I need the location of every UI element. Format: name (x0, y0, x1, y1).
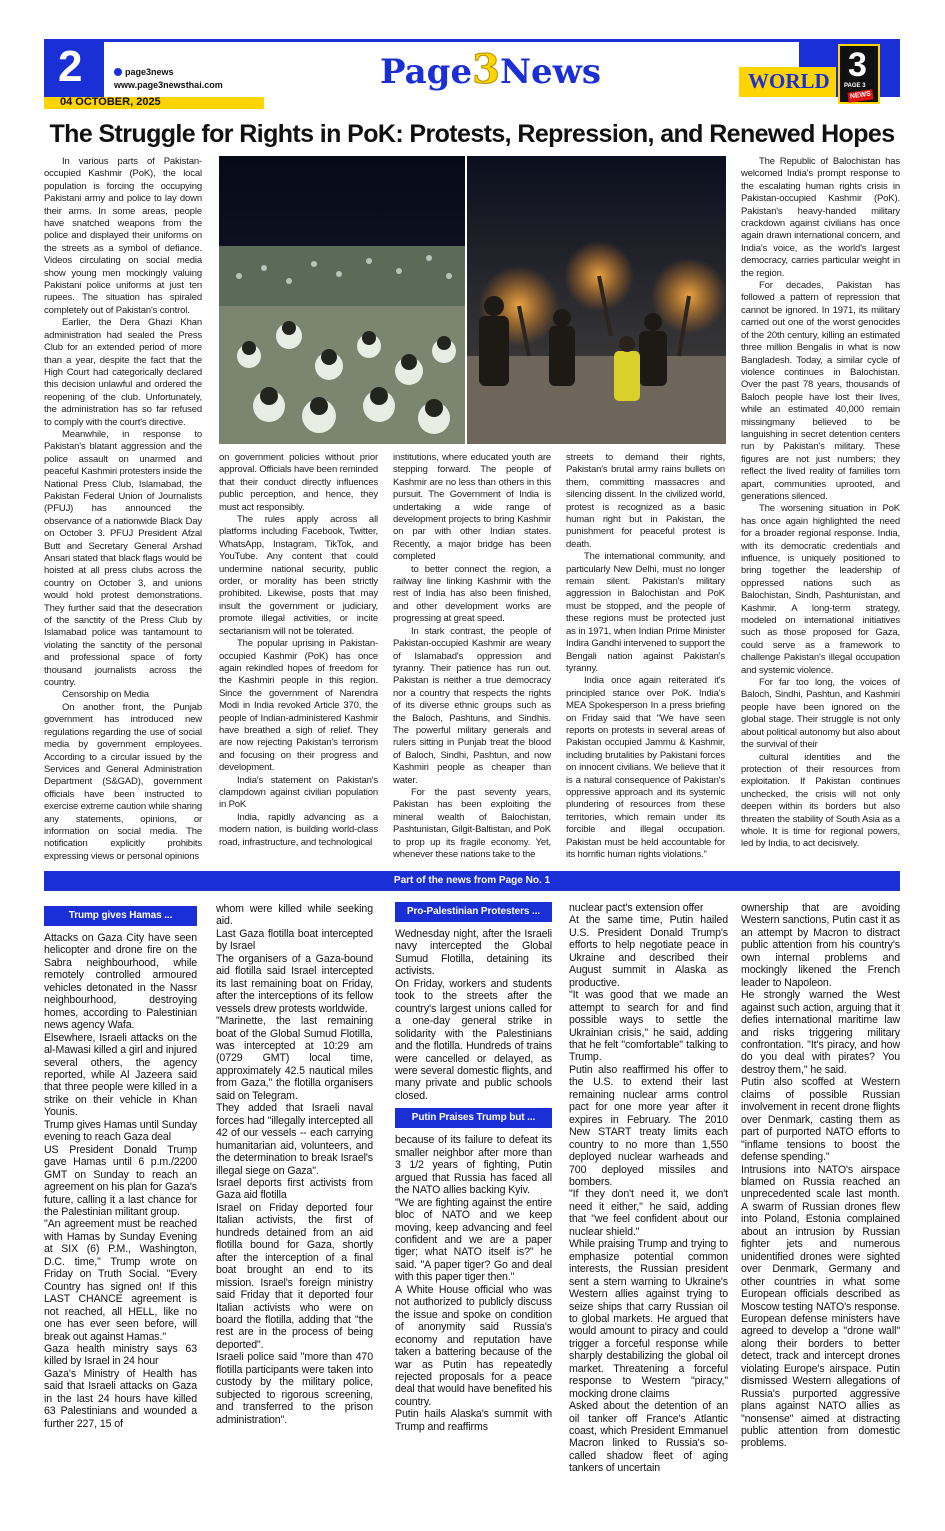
subheading: Trump gives Hamas until Sunday evening to reach Gaza deal (44, 1118, 197, 1144)
paragraph: In various parts of Pakistan-occupied Kashmir (PoK), the local population is forcing the occupying Pakistani army and police to lay down their arms. In some areas, people have snatched weapons from the police and displayed their uniforms on the streets as a symbol of defiance. Videos circulating on social media show young men mockingly valuing Pakistani police uniforms at just ten rupees. The situation has spiraled completely out of Pakistan's control. (44, 156, 202, 316)
story-putin-end (741, 902, 900, 1518)
paragraph: cultural identities and the protection of their resources from exploitation. If Pakistan continues unchecked, the crisis will not only deepen within its borders but also threaten the stability of South Asia as a whole. It is time for regional powers, led by India, to act decisively. (741, 751, 900, 850)
subheading: Last Gaza flotilla boat intercepted by Israel (216, 927, 373, 953)
paragraph: For far too long, the voices of Baloch, Sindhi, Pashtun, and Kashmiri people have been ignored on the global stage. Their struggle is not only about political autonomy but also about the survival of their (741, 677, 900, 751)
facebook-icon (114, 68, 122, 76)
paragraph: on government policies without prior approval. Officials have been reminded that their conduct directly influences public perception, and hence, they must act responsibly. (219, 452, 378, 513)
paragraph: The rules apply across all platforms including Facebook, Twitter, WhatsApp, Instagram, TikTok, and YouTube. Any content that could undermine national security, public order, or morality has been strictly prohibited. Likewise, posts that may insult the government or judiciary, promote illegal activities, or incite sectarianism will not be tolerated. (219, 514, 378, 637)
lead-story-column-3 (393, 452, 551, 862)
lead-story-column-1 (44, 156, 202, 861)
paragraph: Wednesday night, after the Israeli navy intercepted the Global Sumud Flotilla, detaining its activists. (395, 928, 552, 978)
paragraph: nuclear pact's extension offer (569, 902, 704, 914)
paragraph: "An agreement must be reached with Hamas by Sunday Evening at SIX (6) P.M., Washington, D.C. time," Trump wrote on Friday on Truth Social. "Every Country has signed on! If this LAST CHANCE agreement is not reached, all HELL, like no one has ever seen before, will break out against Hamas." (44, 1218, 197, 1343)
lead-story-column-5 (741, 156, 900, 864)
newspaper-logo: Page3News (380, 46, 602, 93)
paragraph: India once again reiterated it's principled stance over PoK. India's MEA Spokesperson In a press briefing on Friday said that "We have seen reports on protests in several areas of Pakistan occupied Jammu & Kashmir, including brutalities by Pakistani forces on innocent civilians. We believe that it is a natural consequence of Pakistan's oppressive approach and its systemic plundering of resources from these territories, which remain under its forcible and illegal occupation. Pakistan must be held accountable for its horrific human rights violations." (566, 675, 725, 860)
paragraph: because of its failure to defeat its smaller neighbor after more than 3 1/2 years of fighting, Putin argued that Russia has faced all the NATO allies backing Kyiv. (395, 1134, 552, 1197)
paragraph: At the same time, Putin hailed U.S. President Donald Trump's efforts to help negotiate peace in Ukraine and described their August summit in Alaska as productive. (569, 914, 728, 989)
lead-story-column-2 (219, 452, 378, 862)
paragraph: "It was good that we made an attempt to search for and find possible ways to settle the Ukrainian crisis," he said, adding that he felt "comfortable" talking to Trump. (569, 989, 728, 1064)
paragraph: The organisers of a Gaza-bound aid flotilla said Israel intercepted its last remaining boat on Friday, after the interceptions of its fellow vessels drew protests worldwide. (216, 952, 373, 1015)
paragraph: India, rapidly advancing as a modern nation, is building world-class road, infrastructure, and technological (219, 811, 378, 848)
page3-badge-logo: 3 PAGE 3 NEWS (838, 44, 880, 104)
paragraph: Elsewhere, Israeli attacks on the al-Mawasi killed a girl and injured several others, the agency reported, while Al Jazeera said that three people were killed in a strike on their vehicle in Khan Younis. (44, 1031, 197, 1119)
main-headline: The Struggle for Rights in PoK: Protests, Repression, and Renewed Hopes (49, 120, 895, 148)
paragraph: Earlier, the Dera Ghazi Khan administration had sealed the Press Club for an extended period of more than a year, despite the fact that the High Court had categorically declared this decision unlawful and ordered the reopening of the club. Unfortunately, the administration has so far refused to comply with the court's directive. (44, 317, 202, 428)
paragraph: On another front, the Punjab government has introduced new regulations regarding the use of social media by government employees. According to a circular issued by the Services and General Administration Department (S&GAD), government officials have been instructed to exercise extreme caution while sharing any statements, opinions, or information on social media. The notification explicitly prohibits expressing views or personal opinions (44, 701, 202, 861)
issue-date: 04 OCTOBER, 2025 (60, 96, 161, 108)
paragraph: institutions, where educated youth are stepping forward. The people of Kashmir are no less than others in this pursuit. The Government of India is undertaking a wide range of development projects to bring Kashmir on par with other Indian states. Recently, a major bridge has been completed (393, 452, 551, 563)
paragraph: For decades, Pakistan has followed a pattern of repression that cannot be ignored. In 1971, its military carried out one of the worst genocides of the 20th century, killing an estimated three million Bengalis in what is now Bangladesh. Today, a similar cycle of violence continues in Balochistan. Over the past 78 years, thousands of Baloch people have lost their lives, while an estimated 40,000 remain missingmany believed to be languishing in secret detention centers run by Pakistan's military. These figures are not just numbers; they reflect the lived reality of families torn apart, communities uprooted, and generations silenced. (741, 280, 900, 502)
paragraph: A White House official who was not authorized to publicly discuss the issue and spoke on condition of anonymity said Russia's economy and reputation have taken a battering because of the war as Putin has repeatedly rejected proposals for a peace deal that would have benefited his country. (395, 1283, 552, 1408)
paragraph: The Republic of Balochistan has welcomed India's prompt response to the escalating human rights crisis in Pakistan-occupied Kashmir (PoK). Pakistan's heavy-handed military crackdown against civilians has once again drawn international concern, and India's voice, as the world's largest democracy, carries particular weight in the region. (741, 156, 900, 279)
paragraph: Gaza's Ministry of Health has said that Israeli attacks on Gaza in the last 24 hours have killed 63 Palestinians and wounded a further 227, 15 of (44, 1367, 197, 1430)
paragraph: Putin also reaffirmed his offer to the U.S. to extend their last remaining nuclear arms control pact for one more year after it expires in February. The 2010 New START treaty limits each country to no more than 1,550 deployed nuclear warheads and 700 deployed missiles and bombers. (569, 1063, 728, 1188)
story-putin-continued (569, 902, 728, 1518)
paragraph: Asked about the detention of an oil tanker off France's Atlantic coast, which President Emmanuel Macron linked to Russia's so-called shadow fleet of aging tankers of uncertain (569, 1400, 728, 1475)
paragraph: The worsening situation in PoK has once again highlighted the need for a broader regional response. India, with its democratic credentials and influence, is uniquely positioned to bring together the leadership of oppressed nations such as Balochistan, Sindh, Pashtunistan, and Kashmir. A long-term strategy, modeled on international initiatives such as those proposed for Gaza, could serve as a framework to challenge Pakistan's illegal occupation and systemic violence. (741, 503, 900, 676)
story-protesters-putin (395, 902, 552, 1518)
paragraph: For the past seventy years, Pakistan has been exploiting the mineral wealth of Balochistan, Pashtunistan, Gilgit-Baltistan, and PoK to prop up its fragile economy. Yet, whenever these nations take to the (393, 786, 551, 860)
section-label: WORLD (748, 69, 830, 93)
paragraph: Israel on Friday deported four Italian activists, the first of hundreds detained from an aid flotilla bound for Gaza, shortly after the interception of a final boat brought an end to its mission. Israel's foreign ministry said Friday that it deported four Italian activists who were on board the flotilla, adding that "the rest are in the process of being deported". (216, 1201, 373, 1351)
continuation-banner: Part of the news from Page No. 1 (44, 871, 900, 891)
protest-photo (219, 156, 726, 444)
paragraph: Attacks on Gaza City have seen helicopter and drone fire on the Sabra neighbourhood, while remotely controlled armoured vehicles detonated in the Nassr neighbourhood, destroying homes, according to Palestinian news agency Wafa. (44, 932, 197, 1032)
paragraph: India's statement on Pakistan's clampdown against civilian population in PoK (219, 774, 378, 811)
story-kicker: Putin Praises Trump but ... (395, 1108, 552, 1128)
masthead-bar (44, 39, 900, 109)
paragraph: While praising Trump and trying to emphasize potential common interests, the Russian president sent a stern warning to Ukraine's Western allies against trying to seize ships that carry Russian oil to global markets. He argued that would amount to piracy and could trigger a forceful response while sharply destabilizing the global oil market. Threatening a forceful response to Western "piracy," mocking drone claims (569, 1238, 728, 1400)
story-kicker: Pro-Palestinian Protesters ... (395, 902, 552, 922)
paragraph: Meanwhile, in response to Pakistan's blatant aggression and the police assault on unarmed and peaceful Kashmiri protesters inside the National Press Club, Islamabad, the Pakistan Federal Union of Journalists (PFUJ) has announced the observance of a nationwide Black Day on October 3. PFUJ President Afzal Butt and Secretary General Arshad Ansari stated that black flags would be hoisted at all press clubs across the country on October 3, and unions would hold protest demonstrations. They further said that the desecration of the sanctity of the Press Club by Islamabad police was tantamount to violating the sanctity of the personal and professional space of forty thousand journalists across the country. (44, 428, 202, 689)
paragraph: "We are fighting against the entire bloc of NATO and we keep moving, keep advancing and feel confident and we are a paper tiger; what NATO itself is?" he said. "A paper tiger? Go and deal with this paper tiger then." (395, 1196, 552, 1284)
paragraph: streets to demand their rights, Pakistan's brutal army rains bullets on them, committing massacres and silencing dissent. In the civilized world, protest is recognized as a basic human right but in Pakistan, the punishment for peaceful protest is death. (566, 452, 725, 550)
paragraph: The popular uprising in Pakistan-occupied Kashmir (PoK) has once again rekindled hopes of freedom for the Kashmiri people in this region. Since the government of Narendra Modi in India revoked Article 370, the people of Indian-administered Kashmir have breathed a sigh of relief. They are now rejecting Pakistan's terrorism and focusing on their progress and development. (219, 638, 378, 774)
paragraph: ownership that are avoiding Western sanctions, Putin cast it as an attempt by Macron to distract public attention from his country's own internal problems and mockingly likened the French leader to Napoleon. (741, 902, 900, 989)
paragraph: Putin hails Alaska's summit with Trump and reaffirms (395, 1408, 552, 1433)
header-links (114, 66, 223, 92)
story-trump-hamas (44, 906, 197, 1518)
paragraph: On Friday, workers and students took to the streets after the country's largest unions called for a one-day general strike in solidarity with the Palestinians and the flotilla. Hundreds of trains were cancelled or delayed, as were several domestic flights, and many private and public schools closed. (395, 977, 552, 1102)
paragraph: In stark contrast, the people of Pakistan-occupied Kashmir are weary of Islamabad's oppression and tyranny. Their patience has run out. Pakistan is neither a true democracy nor a country that respects the rights of its diverse ethnic groups such as the Baloch, Pashtuns, and Sindhis. The powerful military generals and rulers sitting in Punjab treat the blood of Baloch, Sindhi, Pashtun, and now Kashmiri people as cheaper than water. (393, 625, 551, 786)
story-flotilla (216, 903, 373, 1518)
paragraph: The international community, and particularly New Delhi, must no longer remain silent. Pakistan's military aggression in Balochistan and PoK must be stopped, and the people of these regions must be protected just as in 1971, when Indian Prime Minister Indira Gandhi intervened to support the Bengali nation against Pakistan's tyranny. (566, 551, 725, 674)
paragraph: Intrusions into NATO's airspace blamed on Russia reached an unprecedented scale last month. A swarm of Russian drones flew into Poland, Estonia complained about an intrusion by Russian fighter jets and numerous unidentified drones were sighted over Denmark, Germany and other countries in what some European officials described as Moscow testing NATO's response. European defense ministers have agreed to develop a "drone wall" along their borders to better detect, track and intercept drones violating Europe's airspace. Putin dismissed Western allegations of Russia's purported aggressive plans against NATO allies as "nonsense" aimed at distracting public attention from domestic problems. (741, 1163, 900, 1450)
paragraph: to better connect the region, a railway line linking Kashmir with the rest of India has also been finished, and other development works are progressing at great speed. (393, 563, 551, 625)
paragraph: whom were killed while seeking aid. (216, 903, 373, 928)
social-handle[interactable]: page3news (125, 67, 174, 77)
website-link[interactable]: www.page3newsthai.com (114, 80, 223, 90)
paragraph: "If they don't need it, we don't need it either," he said, adding that "we feel confident about our nuclear shield." (569, 1188, 728, 1238)
paragraph: "Marinette, the last remaining boat of the Global Sumud Flotilla, was intercepted at 10:29 am (0729 GMT) local time, approximately 42.5 nautical miles from Gaza," the flotilla organisers said on Telegram. (216, 1015, 373, 1102)
paragraph: US President Donald Trump gave Hamas until 6 p.m./2200 GMT on Sunday to reach an agreement on his plan for Gaza's future, calling it a last chance for the Palestinian militant group. (44, 1143, 197, 1218)
story-kicker: Trump gives Hamas ... (44, 906, 197, 926)
paragraph: Putin also scoffed at Western claims of possible Russian involvement in recent drone flights over Denmark, casting them as part of purported NATO efforts to "inflame tensions to boost the defense spending." (741, 1076, 900, 1164)
lead-story-column-4 (566, 452, 725, 862)
page-number: 2 (58, 42, 83, 91)
paragraph: They added that Israeli naval forces had "illegally intercepted all 42 of our vessels -- each carrying humanitarian aid, volunteers, and the determination to break Israel's illegal siege on Gaza". (216, 1102, 373, 1177)
paragraph: He strongly warned the West against such action, arguing that it defies international maritime law and risks triggering military confrontation. "It's piracy, and how do you deal with pirates? You destroy them," he said. (741, 989, 900, 1076)
paragraph: Israeli police said "more than 470 flotilla participants were taken into custody by the military police, subjected to rigorous screening, and transferred to the prison administration". (216, 1351, 373, 1426)
subheading: Israel deports first activists from Gaza aid flotilla (216, 1176, 373, 1202)
subheading: Gaza health ministry says 63 killed by Israel in 24 hour (44, 1342, 197, 1368)
subheading: Censorship on Media (62, 689, 149, 701)
